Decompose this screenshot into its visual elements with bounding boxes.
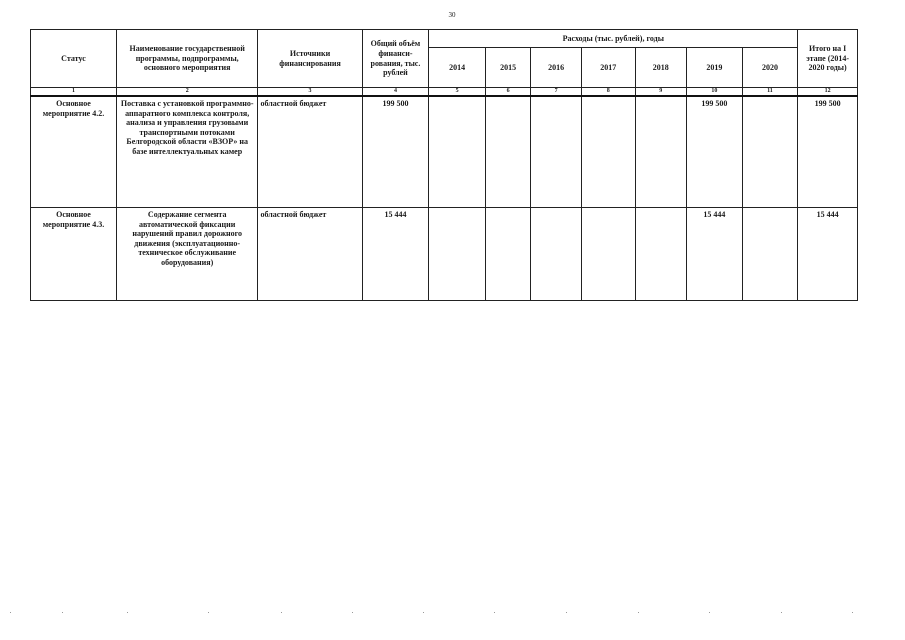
row-year-value bbox=[531, 208, 582, 301]
row-stage-total: 15 444 bbox=[798, 208, 858, 301]
row-status: Основное мероприятие 4.2. bbox=[31, 96, 117, 208]
scan-dot bbox=[127, 612, 128, 613]
header-total-volume: Общий объём финанси-рования, тыс. рублей bbox=[362, 30, 429, 88]
column-number: 12 bbox=[798, 88, 858, 97]
row-year-value bbox=[581, 208, 635, 301]
table-row bbox=[31, 96, 858, 208]
header-year: 2015 bbox=[485, 48, 530, 88]
scan-dot bbox=[781, 612, 782, 613]
scan-dot bbox=[208, 612, 209, 613]
row-total-volume: 199 500 bbox=[362, 96, 429, 208]
budget-table bbox=[30, 29, 858, 301]
row-year-value bbox=[485, 208, 530, 301]
header-funding-sources: Источники финансирования bbox=[258, 30, 362, 88]
column-number: 10 bbox=[687, 88, 743, 97]
scan-margin-dots bbox=[0, 612, 905, 616]
header-year: 2018 bbox=[635, 48, 687, 88]
row-year-value bbox=[742, 96, 798, 208]
column-number-row bbox=[31, 88, 858, 97]
row-program-name: Поставка с установкой программно-аппаратного комплекса контроля, анализа и управления грузовыми транспортными потоками Белгородской области «ВЗОР» на базе интеллектуальных камер bbox=[116, 96, 258, 208]
scan-dot bbox=[423, 612, 424, 613]
column-number: 11 bbox=[742, 88, 798, 97]
column-number: 5 bbox=[429, 88, 486, 97]
row-year-value bbox=[429, 96, 486, 208]
scan-dot bbox=[352, 612, 353, 613]
scan-dot bbox=[709, 612, 710, 613]
column-number: 8 bbox=[581, 88, 635, 97]
row-year-value bbox=[485, 96, 530, 208]
row-total-volume: 15 444 bbox=[362, 208, 429, 301]
header-year: 2014 bbox=[429, 48, 486, 88]
header-year: 2019 bbox=[687, 48, 743, 88]
row-funding-source: областной бюджет bbox=[258, 96, 362, 208]
column-number: 7 bbox=[531, 88, 582, 97]
table-row bbox=[31, 208, 858, 301]
header-expenses-by-year: Расходы (тыс. рублей), годы bbox=[429, 30, 798, 48]
column-number: 2 bbox=[116, 88, 258, 97]
row-year-value bbox=[742, 208, 798, 301]
column-number: 6 bbox=[485, 88, 530, 97]
scan-dot bbox=[852, 612, 853, 613]
header-status: Статус bbox=[31, 30, 117, 88]
scan-dot bbox=[638, 612, 639, 613]
column-number: 1 bbox=[31, 88, 117, 97]
header-row bbox=[31, 30, 858, 48]
column-number: 3 bbox=[258, 88, 362, 97]
header-stage-total: Итого на I этапе (2014-2020 годы) bbox=[798, 30, 858, 88]
row-program-name: Содержание сегмента автоматической фиксации нарушений правил дорожного движения (эксплуатационно-техническое обслуживание оборудования) bbox=[116, 208, 258, 301]
header-year: 2016 bbox=[531, 48, 582, 88]
row-year-value bbox=[581, 96, 635, 208]
header-year: 2020 bbox=[742, 48, 798, 88]
scan-dot bbox=[10, 612, 11, 613]
scan-dot bbox=[62, 612, 63, 613]
row-year-value bbox=[635, 96, 687, 208]
row-year-value: 199 500 bbox=[687, 96, 743, 208]
row-year-value bbox=[635, 208, 687, 301]
scan-dot bbox=[566, 612, 567, 613]
page-number: 30 bbox=[448, 11, 456, 19]
column-number: 4 bbox=[362, 88, 429, 97]
header-program-name: Наименование государственной программы, подпрограммы, основного мероприятия bbox=[116, 30, 258, 88]
scan-dot bbox=[494, 612, 495, 613]
scan-dot bbox=[281, 612, 282, 613]
row-status: Основное мероприятие 4.3. bbox=[31, 208, 117, 301]
header-year: 2017 bbox=[581, 48, 635, 88]
column-number: 9 bbox=[635, 88, 687, 97]
row-year-value bbox=[429, 208, 486, 301]
row-year-value: 15 444 bbox=[687, 208, 743, 301]
row-stage-total: 199 500 bbox=[798, 96, 858, 208]
row-year-value bbox=[531, 96, 582, 208]
row-funding-source: областной бюджет bbox=[258, 208, 362, 301]
